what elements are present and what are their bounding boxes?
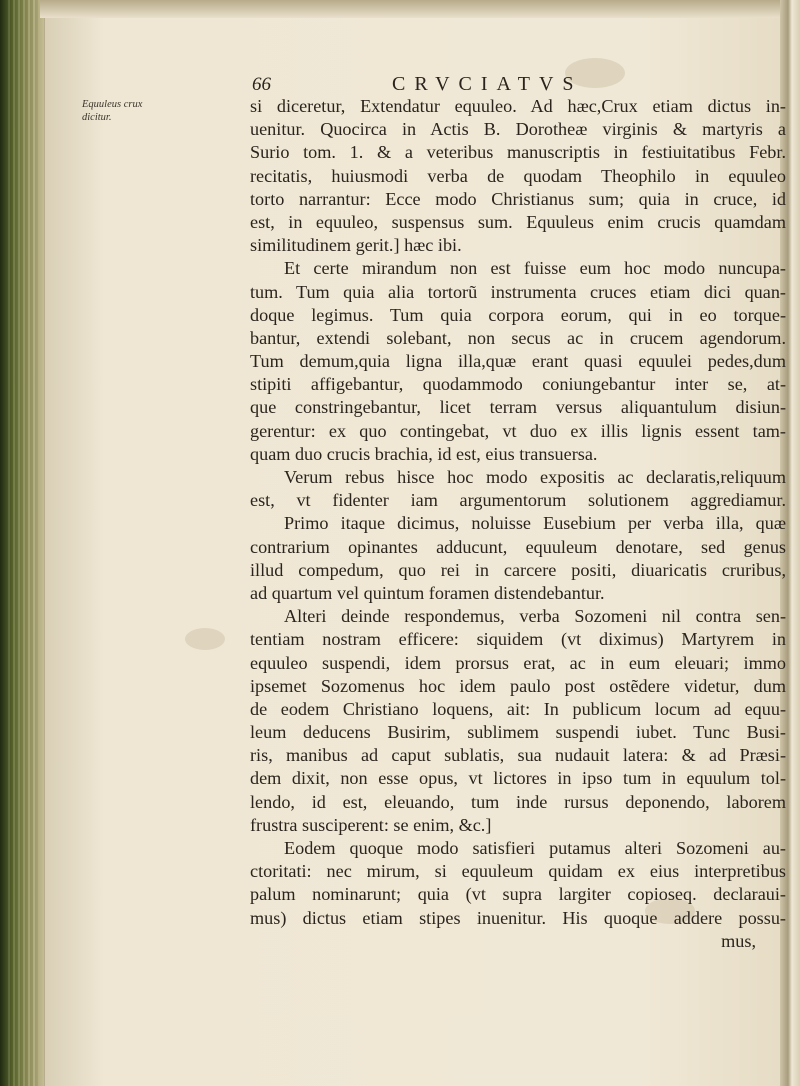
margin-note-line: Equuleus crux <box>82 99 143 110</box>
text-line: tentiam nostram efficere: siquidem (vt diximus) Martyrem in <box>250 629 786 650</box>
text-line: Et certe mirandum non est fuisse eum hoc modo nuncupa- <box>284 258 786 279</box>
text-line: uenitur. Quocirca in Actis B. Dorotheæ virginis & martyris a <box>250 119 786 140</box>
text-line: contrarium opinantes adducunt, equuleum denotare, sed genus <box>250 536 786 557</box>
text-line: Eodem quoque modo satisfieri putamus alteri Sozomeni au- <box>284 838 786 858</box>
text-line: gerentur: ex quo contingebat, vt duo ex illis lignis essent tam- <box>250 420 786 441</box>
margin-note-line: dicitur. <box>82 112 112 123</box>
text-line: Primo itaque dicimus, noluisse Eusebium per verba illa, quæ <box>284 513 786 534</box>
text-line: similitudinem gerit.] hæc ibi. <box>250 235 462 256</box>
text-line: est, in equuleo, suspensus sum. Equuleus enim crucis quamdam <box>250 211 786 232</box>
text-line: ad quartum vel quintum foramen distendebantur. <box>250 582 605 603</box>
text-line: doque legimus. Tum quia corpora eorum, qui in eo torque- <box>250 304 786 325</box>
text-line: ris, manibus ad caput sublatis, sua nudauit latera: & ad Præsi- <box>250 745 786 766</box>
text-line: si diceretur, Extendatur equuleo. Ad hæc,Crux etiam dictus in- <box>250 96 786 116</box>
page-number: 66 <box>252 74 271 95</box>
catchword: mus, <box>721 930 756 951</box>
text-line: bantur, extendi solebant, non secus ac in crucem agendorum. <box>250 327 786 348</box>
text-line: lendo, id est, eleuando, tum inde rursus deponendo, laborem <box>250 791 786 812</box>
text-line: equuleo suspendi, idem prorsus erat, ac in eum eleuari; immo <box>250 652 786 673</box>
running-title: CRVCIATVS <box>392 73 583 95</box>
paper-stain <box>185 628 225 650</box>
text-line: que constringebantur, licet terram versus aliquantulum disiun- <box>250 397 786 418</box>
text-line: mus) dictus etiam stipes inuenitur. His quoque addere possu- <box>250 907 786 928</box>
body-text <box>250 95 786 953</box>
text-line: tum. Tum quia alia tortorũ instrumenta cruces etiam dici quan- <box>250 281 786 302</box>
text-line: recitatis, huiusmodi verba de quodam Theophilo in equuleo <box>250 165 786 186</box>
text-line: Verum rebus hisce hoc modo expositis ac declaratis,reliquum <box>284 467 786 487</box>
text-line: Surio tom. 1. & a veteribus manuscriptis in festiuitatibus Febr. <box>250 142 786 163</box>
page-top-edge <box>40 0 800 18</box>
text-line: Tum demum,quia ligna illa,quæ erant quasi equulei pedes,dum <box>250 351 786 372</box>
text-line: ipsemet Sozomenus hoc idem paulo post ostẽdere videtur, dum <box>250 675 786 696</box>
text-line: dem dixit, non esse opus, vt lictores in ipso tum in equulum tol- <box>250 768 786 789</box>
text-line: torto narrantur: Ecce modo Christianus sum; quia in cruce, id <box>250 188 786 209</box>
text-line: stipiti affigebantur, quodammodo coniungebantur inter se, at- <box>250 374 786 395</box>
text-line: illud compedum, quo rei in carcere positi, diuaricatis cruribus, <box>250 559 786 580</box>
binding-texture <box>8 0 38 1086</box>
text-line: est, vt fidenter iam argumentorum solutionem aggrediamur. <box>250 490 786 511</box>
margin-note <box>82 98 158 124</box>
text-line: frustra susciperent: se enim, &c.] <box>250 814 492 835</box>
text-line: quam duo crucis brachia, id est, eius transuersa. <box>250 443 598 464</box>
text-line: Alteri deinde respondemus, verba Sozomeni nil contra sen- <box>284 606 786 627</box>
text-line: de eodem Christiano loquens, ait: In publicum locum ad equu- <box>250 698 786 719</box>
text-line: leum deducens Busirim, sublimem suspendi iubet. Tunc Busi- <box>250 722 786 743</box>
text-line: ctoritati: nec mirum, si equuleum quidam ex eius interpretibus <box>250 861 786 882</box>
text-line: palum nominarunt; quia (vt supra largiter copioseq. declaraui- <box>250 884 786 905</box>
